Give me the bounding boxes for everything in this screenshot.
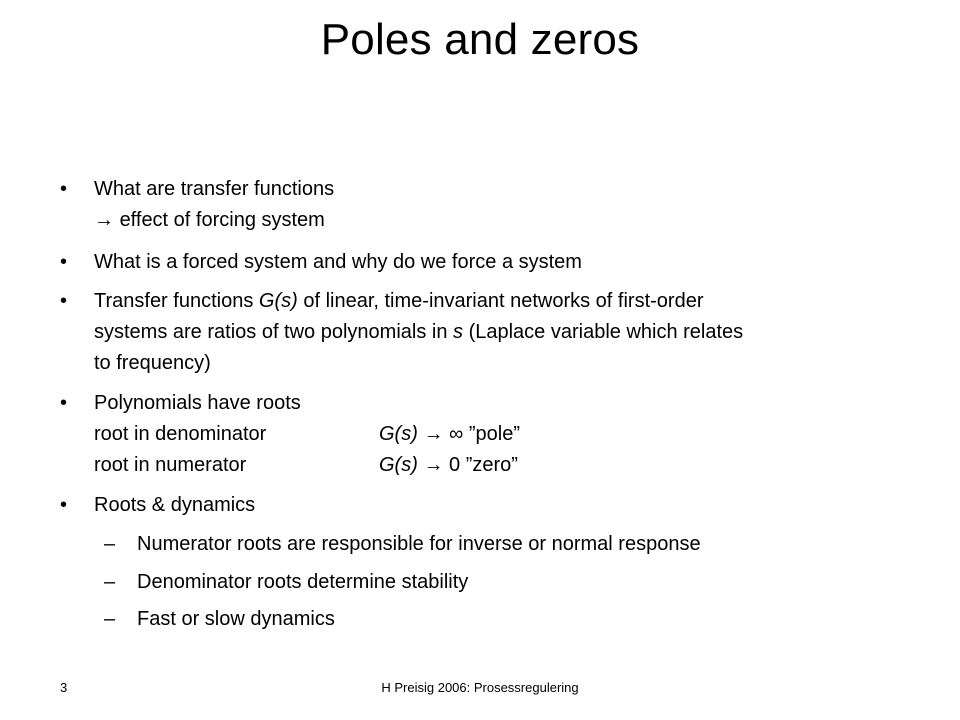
bullet-glyph: • <box>60 290 68 312</box>
bullet-3-pre: Transfer functions <box>94 290 259 312</box>
arrow-symbol: → <box>94 209 114 231</box>
sub-bullet-dynamics: Fast or slow dynamics <box>137 608 335 630</box>
zero-term: ”zero” <box>465 454 518 476</box>
sub-bullet-dash: – <box>104 608 116 630</box>
bullet-glyph: • <box>60 494 68 516</box>
sub-bullet-dash: – <box>104 533 116 555</box>
laplace-variable-symbol: s <box>453 321 464 343</box>
bullet-3-line-1 <box>94 288 703 314</box>
bullet-glyph: • <box>60 178 68 200</box>
pole-gs: G(s) <box>379 423 418 445</box>
bullet-3-post: of linear, time-invariant networks of first-order <box>297 290 704 312</box>
transfer-function-symbol: G(s) <box>258 290 298 312</box>
zero-row-label: root in numerator <box>94 454 247 476</box>
bullet-4-line-1: Polynomials have roots <box>94 392 301 414</box>
bullet-3-line-2-post: (Laplace variable which relates <box>463 321 744 343</box>
bullet-1-effect-text: effect of forcing system <box>119 209 325 231</box>
bullet-glyph: • <box>60 392 68 414</box>
arrow-symbol: → <box>423 454 444 476</box>
pole-term: ”pole” <box>468 423 520 445</box>
bullet-3-line-2 <box>94 319 743 345</box>
sub-bullet-denominator: Denominator roots determine stability <box>137 571 469 593</box>
bullet-5-line-1: Roots & dynamics <box>94 494 256 516</box>
bullet-3-line-3: to frequency) <box>94 352 211 374</box>
pole-row-label: root in denominator <box>94 423 267 445</box>
slide-title: Poles and zeros <box>320 15 640 64</box>
bullet-3-line-2-pre: systems are ratios of two polynomials in <box>94 321 454 343</box>
pole-row-expression <box>379 421 520 447</box>
infinity-symbol: ∞ <box>449 423 464 445</box>
bullet-1-line-1: What are transfer functions <box>94 178 335 200</box>
zero-gs: G(s) <box>379 454 418 476</box>
sub-bullet-numerator: Numerator roots are responsible for inverse or normal response <box>137 533 701 555</box>
bullet-1-line-2 <box>94 207 325 233</box>
slide-number: 3 <box>60 680 68 695</box>
bullet-2-line-1: What is a forced system and why do we force a system <box>94 251 582 273</box>
sub-bullet-dash: – <box>104 571 116 593</box>
zero-row-expression <box>379 452 518 478</box>
zero-value: 0 <box>449 454 461 476</box>
bullet-glyph: • <box>60 251 68 273</box>
footer-credit: H Preisig 2006: Prosessregulering <box>381 680 579 695</box>
arrow-symbol: → <box>423 423 444 445</box>
